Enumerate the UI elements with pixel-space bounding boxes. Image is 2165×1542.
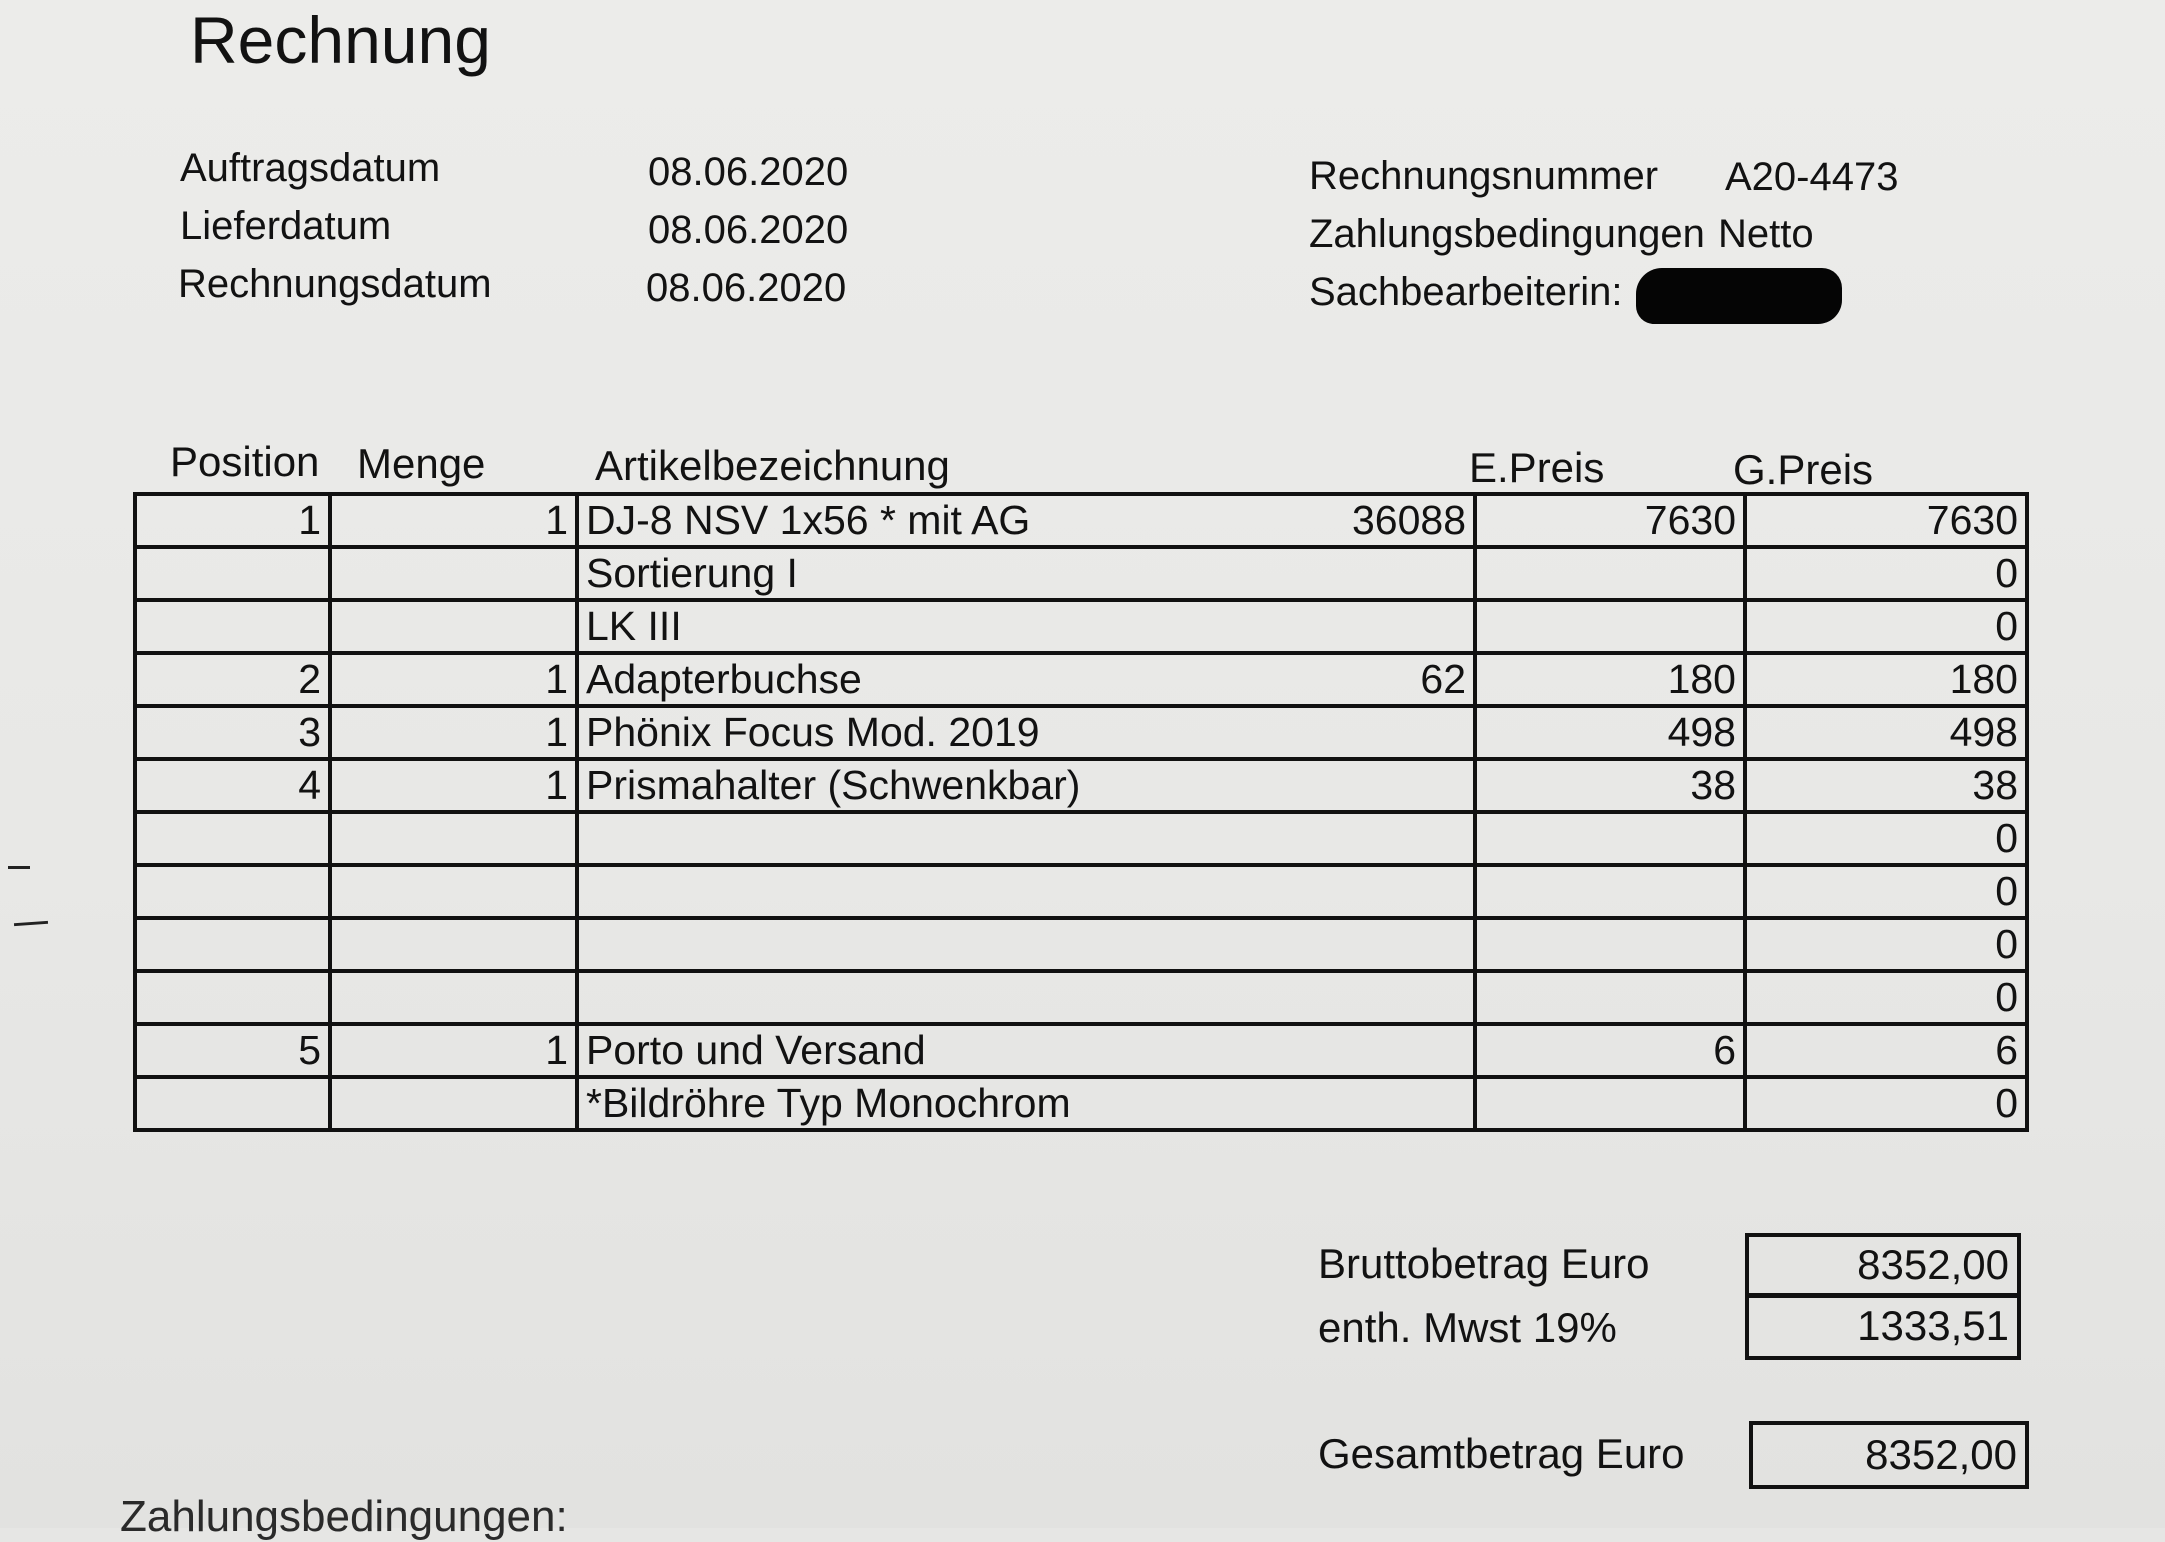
article-cell (577, 1024, 1475, 1077)
total-price-cell: 0 (1745, 971, 2027, 1024)
order-date-value: 08.06.2020 (648, 150, 849, 194)
table-row (135, 812, 2027, 865)
gross-amount-value: 8352,00 (1745, 1233, 2021, 1297)
unit-price-cell (1475, 600, 1745, 653)
total-price-cell: 0 (1745, 547, 2027, 600)
redacted-name-mark (1636, 268, 1842, 324)
line-items-body (135, 494, 2027, 1130)
position-cell: 4 (135, 759, 330, 812)
position-cell (135, 547, 330, 600)
article-cell (577, 494, 1475, 547)
article-cell (577, 600, 1475, 653)
position-cell (135, 600, 330, 653)
table-row (135, 600, 2027, 653)
quantity-cell (330, 918, 577, 971)
article-number: 36088 (1351, 497, 1466, 543)
article-number: 62 (1420, 656, 1466, 702)
unit-price-cell (1475, 812, 1745, 865)
article-description: LK III (586, 603, 682, 649)
article-description: Phönix Focus Mod. 2019 (586, 709, 1040, 755)
article-cell (577, 971, 1475, 1024)
article-description: DJ-8 NSV 1x56 * mit AG (586, 497, 1031, 543)
article-cell (577, 653, 1475, 706)
grand-total-label: Gesamtbetrag Euro (1318, 1430, 1685, 1477)
total-price-cell: 180 (1745, 653, 2027, 706)
total-price-cell: 0 (1745, 1077, 2027, 1130)
position-cell (135, 865, 330, 918)
unit-price-cell (1475, 1077, 1745, 1130)
gross-amount-label: Bruttobetrag Euro (1318, 1240, 1650, 1287)
unit-price-cell: 7630 (1475, 494, 1745, 547)
article-cell (577, 706, 1475, 759)
article-cell (577, 547, 1475, 600)
header-position: Position (170, 438, 320, 485)
payment-terms-value: Netto (1718, 212, 1814, 256)
unit-price-cell (1475, 865, 1745, 918)
article-description: Prismahalter (Schwenkbar) (586, 762, 1081, 808)
position-cell (135, 812, 330, 865)
invoice-date-value: 08.06.2020 (646, 266, 847, 310)
vat-label: enth. Mwst 19% (1318, 1304, 1617, 1351)
invoice-title: Rechnung (190, 3, 491, 77)
article-cell (577, 812, 1475, 865)
header-total-price: G.Preis (1733, 446, 1874, 493)
position-cell: 1 (135, 494, 330, 547)
unit-price-cell: 498 (1475, 706, 1745, 759)
unit-price-cell: 38 (1475, 759, 1745, 812)
order-date-label: Auftragsdatum (180, 146, 441, 190)
grand-total-value: 8352,00 (1749, 1421, 2029, 1489)
quantity-cell (330, 971, 577, 1024)
invoice-number-label: Rechnungsnummer (1309, 154, 1659, 198)
article-description: Adapterbuchse (586, 656, 862, 702)
vat-value: 1333,51 (1745, 1294, 2021, 1360)
table-row (135, 759, 2027, 812)
article-description: *Bildröhre Typ Monochrom (586, 1080, 1071, 1126)
table-row (135, 706, 2027, 759)
total-price-cell: 6 (1745, 1024, 2027, 1077)
article-cell (577, 865, 1475, 918)
invoice-number-value: A20-4473 (1725, 155, 1899, 199)
quantity-cell (330, 600, 577, 653)
payment-terms-heading: Zahlungsbedingungen: (120, 1492, 568, 1541)
table-row (135, 1077, 2027, 1130)
quantity-cell: 1 (330, 759, 577, 812)
position-cell: 3 (135, 706, 330, 759)
total-price-cell: 7630 (1745, 494, 2027, 547)
quantity-cell: 1 (330, 706, 577, 759)
table-row (135, 918, 2027, 971)
total-price-cell: 0 (1745, 865, 2027, 918)
position-cell: 5 (135, 1024, 330, 1077)
line-items-table (133, 492, 2029, 1132)
unit-price-cell (1475, 547, 1745, 600)
table-row (135, 865, 2027, 918)
header-unit-price: E.Preis (1469, 444, 1605, 491)
quantity-cell (330, 1077, 577, 1130)
quantity-cell (330, 812, 577, 865)
clerk-label: Sachbearbeiterin: (1309, 270, 1623, 314)
position-cell (135, 918, 330, 971)
unit-price-cell: 6 (1475, 1024, 1745, 1077)
margin-mark (14, 921, 48, 926)
article-description: Porto und Versand (586, 1027, 926, 1073)
header-quantity: Menge (357, 440, 486, 487)
position-cell: 2 (135, 653, 330, 706)
total-price-cell: 0 (1745, 918, 2027, 971)
payment-terms-label: Zahlungsbedingungen (1309, 212, 1705, 256)
unit-price-cell (1475, 918, 1745, 971)
total-price-cell: 498 (1745, 706, 2027, 759)
total-price-cell: 0 (1745, 600, 2027, 653)
article-cell (577, 1077, 1475, 1130)
quantity-cell: 1 (330, 1024, 577, 1077)
quantity-cell (330, 865, 577, 918)
table-row (135, 653, 2027, 706)
header-article: Artikelbezeichnung (595, 442, 950, 489)
margin-mark (8, 866, 30, 869)
invoice-date-label: Rechnungsdatum (178, 262, 492, 306)
table-row (135, 547, 2027, 600)
quantity-cell (330, 547, 577, 600)
table-row (135, 1024, 2027, 1077)
total-price-cell: 0 (1745, 812, 2027, 865)
unit-price-cell (1475, 971, 1745, 1024)
unit-price-cell: 180 (1475, 653, 1745, 706)
table-row (135, 971, 2027, 1024)
position-cell (135, 971, 330, 1024)
quantity-cell: 1 (330, 653, 577, 706)
article-cell (577, 918, 1475, 971)
quantity-cell: 1 (330, 494, 577, 547)
article-cell (577, 759, 1475, 812)
total-price-cell: 38 (1745, 759, 2027, 812)
delivery-date-value: 08.06.2020 (648, 208, 849, 252)
delivery-date-label: Lieferdatum (180, 204, 392, 248)
article-description: Sortierung I (586, 550, 798, 596)
table-row (135, 494, 2027, 547)
position-cell (135, 1077, 330, 1130)
